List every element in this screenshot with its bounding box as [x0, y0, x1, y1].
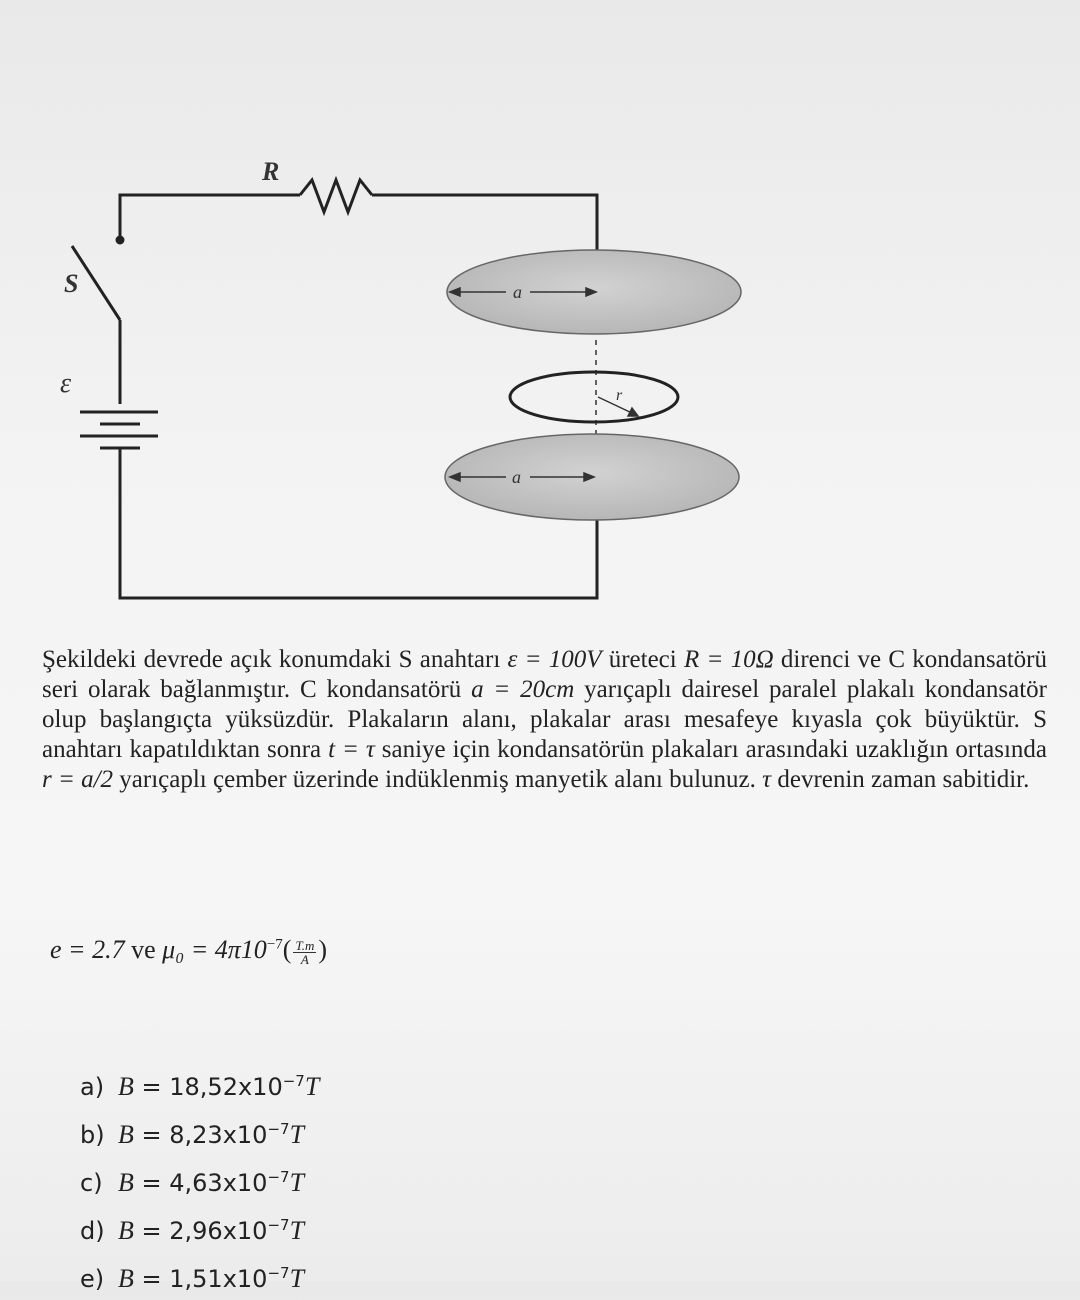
- radius-label-bottom: a: [512, 467, 521, 487]
- switch-symbol: [72, 237, 123, 404]
- switch-label: S: [64, 269, 79, 298]
- resistor-symbol: [300, 180, 372, 212]
- emf-label: ε: [60, 368, 72, 399]
- radius-label-r: r: [616, 387, 623, 404]
- problem-statement: Şekildeki devrede açık konumdaki S anahtarı ε = 100V üreteci R = 10Ω direnci ve C kondansatörü seri olarak bağlanmıştır. C kondansatörü a = 20cm yarıçaplı dairesel paralel plakalı kondansatör olup başlangıçta yüksüzdür. Plakaların alanı, plakalar arası mesafeye kıyasla çok büyüktür. S anahtarı kapatıldıktan sonra t = τ saniye için kondansatörün plakaları arasındaki uzaklığın ortasında r = a/2 yarıçaplı çember üzerinde indüklenmiş manyetik alanı bulunuz. τ devrenin zaman sabitidir.: [42, 646, 1048, 793]
- and-word: ve: [124, 935, 163, 964]
- resistor-label: R: [262, 157, 280, 186]
- radius-label-top: a: [513, 282, 522, 302]
- amperian-loop: [510, 372, 678, 422]
- option-b[interactable]: b) $B = 8,23x10^{-7}T$: [80, 1120, 305, 1149]
- option-c[interactable]: c) $B = 4,63x10^{-7}T$: [80, 1168, 305, 1197]
- mu-unit: $\frac{T.m}{A}$: [295, 937, 315, 967]
- mu-exponent: −7: [266, 936, 283, 953]
- option-e[interactable]: e) $B = 1,51x10^{-7}T$: [80, 1264, 305, 1293]
- option-d[interactable]: d) $B = 2,96x10^{-7}T$: [80, 1216, 305, 1245]
- mu-constant: μ₀ = 4π10: [162, 935, 267, 964]
- option-a[interactable]: a) $B = 18,52x10^{-7}T$: [80, 1072, 320, 1101]
- answer-options: [80, 1060, 319, 1300]
- battery-symbol: [80, 412, 158, 448]
- given-constants: e = 2.7 ve $\mu_0 = 4\pi 10^{-7}$( $\frac{T.m}{A}$ ): [50, 935, 328, 967]
- e-constant: e = 2.7: [50, 935, 125, 964]
- circuit-diagram: [0, 0, 1080, 640]
